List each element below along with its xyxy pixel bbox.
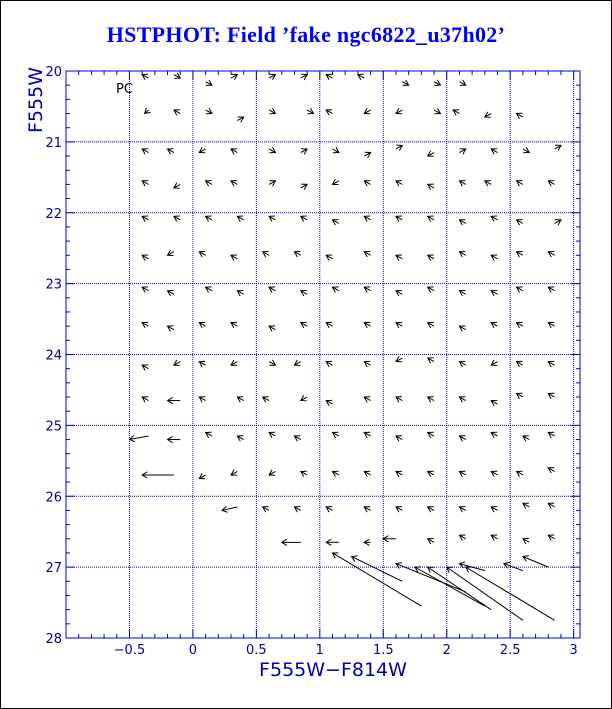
offset-vector <box>364 108 370 113</box>
offset-vector <box>428 287 434 292</box>
offset-vector <box>523 539 529 544</box>
offset-vector <box>459 220 465 225</box>
offset-vector <box>142 287 148 292</box>
offset-vector <box>364 507 370 512</box>
offset-vector <box>523 503 529 508</box>
offset-vector <box>301 216 307 221</box>
offset-vector <box>555 220 561 225</box>
offset-vector <box>206 287 212 292</box>
offset-vector <box>548 287 554 292</box>
offset-vector <box>237 216 243 221</box>
offset-vector <box>459 149 465 154</box>
offset-vector <box>428 184 434 189</box>
offset-vector <box>269 470 275 475</box>
x-tick-label: −0.5 <box>113 643 146 658</box>
offset-vector <box>199 147 205 152</box>
offset-vector <box>199 251 205 256</box>
offset-vector <box>428 151 434 156</box>
offset-vector <box>548 535 554 540</box>
offset-vector <box>459 181 465 186</box>
offset-vector <box>428 432 434 437</box>
offset-vector <box>459 507 465 512</box>
offset-vector <box>396 507 402 512</box>
vector-shaft <box>428 567 491 610</box>
offset-vector <box>434 108 440 113</box>
offset-vector <box>459 80 465 85</box>
offset-vector <box>459 535 465 540</box>
offset-vector <box>199 473 205 478</box>
offset-vector <box>364 152 370 157</box>
vector-shaft <box>447 567 523 620</box>
offset-vector <box>459 251 465 256</box>
offset-vector <box>517 220 523 225</box>
offset-vector <box>491 255 497 260</box>
offset-vector <box>428 216 434 221</box>
offset-vector <box>168 149 174 154</box>
offset-vector <box>491 290 497 295</box>
offset-vector <box>199 397 205 402</box>
vectors-layer <box>129 73 561 620</box>
offset-vector <box>491 471 497 476</box>
offset-vector <box>237 397 243 402</box>
offset-vector <box>491 322 497 327</box>
offset-vector <box>485 181 491 186</box>
offset-vector <box>523 147 529 152</box>
offset-vector <box>396 436 402 441</box>
offset-vector <box>491 360 497 365</box>
offset-vector <box>396 181 402 186</box>
offset-vector <box>294 436 300 441</box>
offset-vector <box>428 471 434 476</box>
y-tick-label: 25 <box>45 419 62 435</box>
offset-vector <box>504 562 523 570</box>
offset-vector <box>402 80 408 85</box>
offset-vector <box>326 400 332 405</box>
offset-vector <box>168 326 174 331</box>
x-tick-label: 0.5 <box>246 643 267 658</box>
y-tick-label: 24 <box>45 348 62 364</box>
offset-vector <box>491 507 497 512</box>
offset-vector <box>326 74 332 79</box>
offset-vector <box>269 108 275 113</box>
offset-vector <box>517 471 523 476</box>
offset-vector <box>459 326 465 331</box>
y-tick-label: 22 <box>45 206 62 222</box>
offset-vector <box>459 361 465 366</box>
offset-vector <box>263 397 269 402</box>
offset-vector <box>269 432 275 437</box>
vector-shaft <box>333 553 422 606</box>
offset-vector <box>517 322 523 327</box>
offset-vector <box>447 567 523 620</box>
offset-vector <box>364 251 370 256</box>
offset-vector <box>301 184 307 189</box>
offset-vector <box>206 216 212 221</box>
offset-vector <box>491 216 497 221</box>
offset-vector <box>491 432 497 437</box>
offset-vector <box>396 255 402 260</box>
offset-vector <box>142 365 148 370</box>
grid-layer <box>66 71 580 638</box>
offset-vector <box>548 361 554 366</box>
offset-vector <box>231 74 237 79</box>
offset-vector <box>548 503 554 508</box>
offset-vector <box>199 322 205 327</box>
offset-vector <box>428 507 434 512</box>
offset-vector <box>326 255 332 260</box>
offset-vector <box>168 250 174 255</box>
offset-vector <box>231 149 237 154</box>
offset-vector <box>485 112 491 117</box>
offset-vector <box>301 395 307 400</box>
y-tick-label: 26 <box>45 490 62 506</box>
offset-vector <box>459 397 465 402</box>
offset-vector <box>145 108 151 114</box>
offset-vector <box>326 110 332 115</box>
x-tick-label: 2.5 <box>499 643 521 658</box>
offset-vector <box>326 361 332 366</box>
y-tick-label: 20 <box>45 65 62 80</box>
x-axis-title: F555W−F814W <box>259 659 407 681</box>
offset-vector <box>428 255 434 260</box>
vector-shaft <box>396 564 466 592</box>
y-tick-label: 23 <box>45 277 62 293</box>
offset-vector <box>333 147 339 152</box>
offset-vector <box>459 436 465 441</box>
vector-arrowhead <box>428 567 434 572</box>
offset-vector <box>517 113 523 118</box>
offset-vector <box>142 74 148 79</box>
offset-vector <box>237 117 243 122</box>
offset-vector <box>301 74 307 79</box>
offset-vector <box>434 80 440 85</box>
offset-vector <box>237 436 243 441</box>
offset-vector <box>428 567 491 610</box>
offset-vector <box>174 360 180 365</box>
offset-vector <box>523 556 548 568</box>
offset-vector <box>523 436 529 441</box>
vector-arrowhead <box>447 567 453 572</box>
offset-vector <box>199 361 205 366</box>
offset-vector <box>263 507 269 512</box>
offset-vector <box>301 471 307 476</box>
offset-vector <box>364 432 370 437</box>
offset-vector <box>206 80 212 85</box>
offset-vector <box>358 74 364 79</box>
offset-vector <box>174 183 180 188</box>
offset-vector <box>206 432 212 437</box>
offset-vector <box>548 393 554 398</box>
offset-vector <box>459 562 484 571</box>
offset-vector <box>142 322 148 327</box>
axes-layer <box>45 65 580 658</box>
offset-vector <box>333 553 422 606</box>
offset-vector <box>364 539 370 545</box>
offset-vector <box>333 432 339 437</box>
offset-vector <box>222 506 237 512</box>
offset-vector <box>301 290 307 295</box>
offset-vector <box>174 110 180 115</box>
offset-vector <box>396 356 402 361</box>
offset-vector <box>548 251 554 256</box>
x-tick-label: 1.5 <box>372 643 394 658</box>
offset-vector <box>396 216 402 221</box>
offset-vector <box>517 361 523 366</box>
y-tick-label: 28 <box>45 632 62 647</box>
offset-vector <box>517 393 523 398</box>
offset-vector <box>326 539 339 545</box>
offset-vector <box>294 251 300 256</box>
offset-vector <box>231 255 237 260</box>
offset-vector <box>459 290 465 295</box>
offset-vector <box>174 216 180 221</box>
offset-vector <box>269 74 275 79</box>
offset-vector <box>548 468 554 473</box>
offset-vector <box>333 179 339 184</box>
offset-vector <box>231 322 237 327</box>
x-tick-label: 3 <box>569 643 578 658</box>
offset-vector <box>428 397 434 402</box>
offset-vector <box>269 181 275 186</box>
offset-vector <box>231 470 237 475</box>
offset-vector <box>555 145 561 150</box>
y-tick-label: 21 <box>45 135 62 151</box>
offset-vector <box>206 181 212 186</box>
offset-vector <box>428 539 434 544</box>
offset-vector <box>396 322 402 327</box>
offset-vector <box>517 181 523 186</box>
y-tick-label: 27 <box>45 561 62 577</box>
offset-vector <box>142 216 148 221</box>
y-axis-title: F555W <box>25 67 47 133</box>
offset-vector <box>142 149 148 154</box>
panel-label: PC <box>116 82 133 97</box>
offset-vector <box>396 108 402 113</box>
offset-vector <box>333 287 339 292</box>
offset-vector <box>428 322 434 327</box>
offset-vector <box>428 358 434 363</box>
offset-vector <box>269 287 275 292</box>
x-tick-label: 2 <box>442 643 451 658</box>
offset-vector <box>326 507 332 512</box>
offset-vector <box>459 471 465 476</box>
offset-vector <box>269 326 275 331</box>
offset-vector <box>517 287 523 292</box>
offset-vector <box>453 110 459 115</box>
offset-vector <box>491 149 497 154</box>
offset-vector <box>294 507 300 512</box>
x-tick-label: 0 <box>188 643 198 658</box>
x-tick-label: 1 <box>315 643 324 658</box>
offset-vector <box>548 181 554 186</box>
offset-vector <box>129 436 148 442</box>
offset-vector <box>206 108 212 113</box>
offset-vector <box>333 220 339 225</box>
offset-vector <box>364 287 370 292</box>
offset-vector <box>294 360 300 365</box>
offset-vector <box>491 535 497 540</box>
offset-vector <box>364 361 370 366</box>
offset-vector <box>396 290 402 295</box>
offset-vector <box>396 145 402 150</box>
offset-vector <box>263 251 269 256</box>
offset-vector <box>269 360 275 365</box>
offset-vector <box>301 322 307 327</box>
offset-vector <box>548 322 554 327</box>
offset-vector <box>517 251 523 256</box>
offset-vector <box>326 322 332 327</box>
offset-vector <box>142 181 148 186</box>
offset-vector <box>142 397 148 402</box>
offset-vector <box>231 360 237 365</box>
offset-vector <box>333 471 339 476</box>
offset-vector <box>307 108 313 113</box>
offset-vector <box>396 397 402 402</box>
offset-vector <box>364 181 370 186</box>
offset-vector <box>364 216 370 221</box>
offset-vector <box>269 216 275 221</box>
offset-vector <box>269 147 275 152</box>
offset-vector <box>282 539 301 545</box>
offset-vector <box>237 290 243 295</box>
vector-shaft <box>523 556 548 567</box>
offset-vector <box>548 432 554 437</box>
offset-vector <box>396 471 402 476</box>
offset-vector <box>142 255 148 260</box>
offset-vector <box>364 397 370 402</box>
offset-vector <box>383 536 396 542</box>
offset-vector <box>168 397 181 403</box>
offset-vector <box>364 322 370 327</box>
offset-vector <box>168 290 174 295</box>
offset-vector <box>231 181 237 186</box>
offset-vector <box>301 149 307 154</box>
offset-vector <box>491 400 497 405</box>
chart-title: HSTPHOT: Field ’fake ngc6822_u37h02’ <box>106 22 506 47</box>
offset-vector <box>364 471 370 476</box>
offset-vector <box>168 436 181 442</box>
offset-vector <box>174 73 180 78</box>
offset-vector <box>142 472 174 478</box>
